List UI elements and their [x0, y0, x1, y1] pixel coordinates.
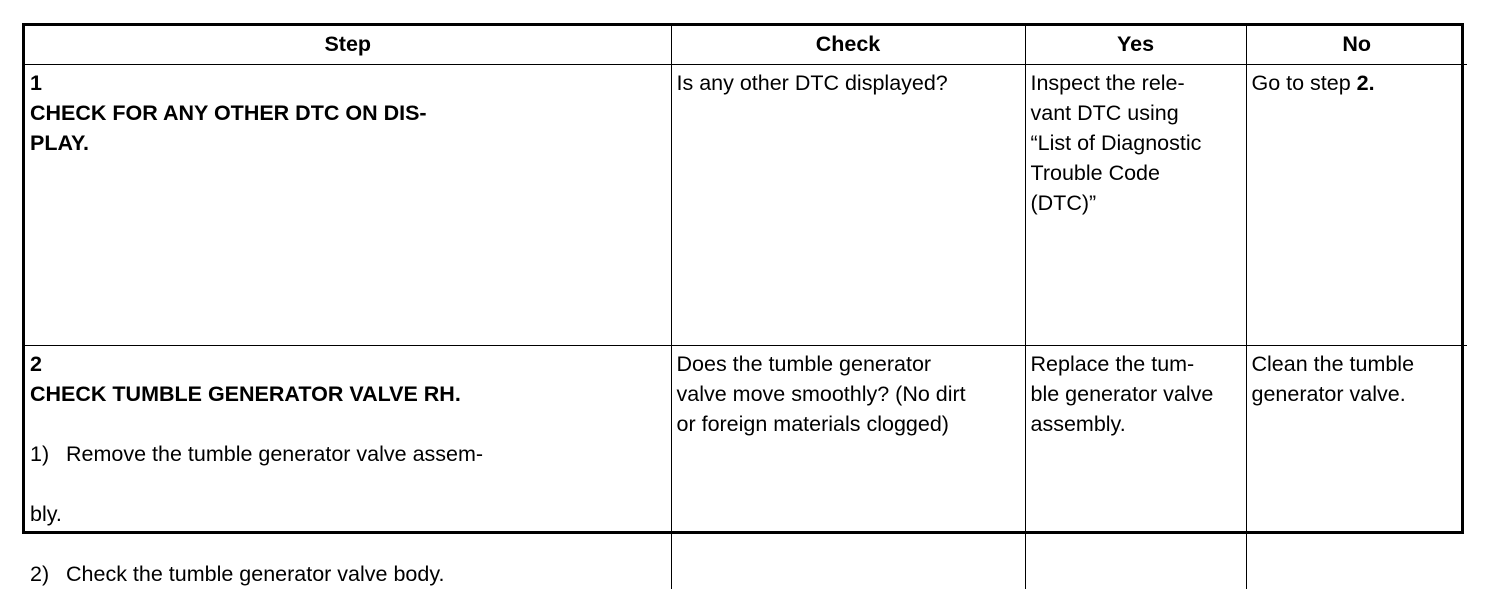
step-content	[30, 379, 550, 409]
no-line: Clean the tumble	[1252, 352, 1415, 376]
substep-text: bly.	[30, 499, 550, 529]
header-no: No	[1246, 26, 1467, 65]
step-title-line: PLAY.	[30, 131, 89, 155]
check-line: valve move smoothly? (No dirt	[677, 382, 966, 406]
yes-line: Replace the tum-	[1031, 352, 1195, 376]
step-reference: 2.	[1357, 71, 1375, 95]
yes-line: “List of Diagnostic	[1031, 131, 1202, 155]
table-row	[25, 346, 1467, 589]
yes-cell	[1025, 65, 1246, 346]
step-cell	[25, 65, 671, 346]
step-number: 1	[30, 68, 152, 98]
substep-item	[30, 529, 666, 589]
yes-line: ble generator valve	[1031, 382, 1214, 406]
substep-number: 1)	[30, 439, 66, 469]
step-content	[30, 98, 550, 158]
yes-line: Inspect the rele-	[1031, 71, 1185, 95]
step-number: 2	[30, 349, 152, 379]
check-cell: Is any other DTC displayed?	[671, 65, 1025, 346]
step-cell	[25, 346, 671, 589]
no-cell	[1246, 65, 1467, 346]
yes-line: vant DTC using	[1031, 101, 1179, 125]
table-header-row	[25, 26, 1467, 65]
check-cell	[671, 346, 1025, 589]
check-line: or foreign materials clogged)	[677, 412, 949, 436]
yes-line: assembly.	[1031, 412, 1126, 436]
header-check: Check	[671, 26, 1025, 65]
step-title	[30, 101, 427, 155]
step-title-line: CHECK FOR ANY OTHER DTC ON DIS-	[30, 101, 427, 125]
step-title: CHECK TUMBLE GENERATOR VALVE RH.	[30, 382, 461, 406]
header-step: Step	[25, 26, 671, 65]
substep-text: Remove the tumble generator valve assem-	[66, 442, 483, 466]
substep-continuation	[30, 469, 666, 529]
no-cell	[1246, 346, 1467, 589]
substep-text: Check the tumble generator valve body.	[66, 562, 444, 586]
check-line: Does the tumble generator	[677, 352, 932, 376]
table-row	[25, 65, 1467, 346]
diagnostic-table	[25, 26, 1467, 589]
yes-line: (DTC)”	[1031, 191, 1097, 215]
diagnostic-table-frame	[22, 23, 1464, 534]
yes-line: Trouble Code	[1031, 161, 1160, 185]
no-line: generator valve.	[1252, 382, 1406, 406]
substep-item	[30, 409, 666, 469]
yes-cell	[1025, 346, 1246, 589]
substep-number: 2)	[30, 559, 66, 589]
no-text: Go to step	[1252, 71, 1357, 95]
header-yes: Yes	[1025, 26, 1246, 65]
